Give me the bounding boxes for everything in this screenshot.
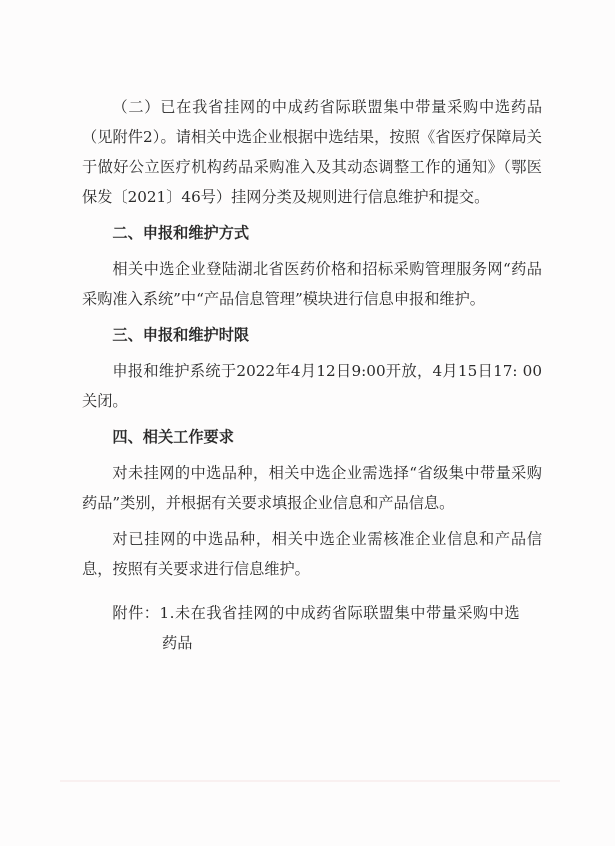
heading-section-3: 三、申报和维护时限 — [112, 326, 250, 344]
attachment-line-1: 附件：1.未在我省挂网的中成药省际联盟集中带量采购中选 — [112, 604, 521, 622]
heading-section-4: 四、相关工作要求 — [112, 428, 234, 446]
paragraph-section-4-item-2: 对已挂网的中选品种，相关中选企业需核准企业信息和产品信息，按照有关要求进行信息维护。 — [82, 530, 542, 578]
paragraph-section-3: 申报和维护系统于2022年4月12日9:00开放，4月15日17: 00关闭。 — [82, 362, 542, 410]
bleed-through-rule — [60, 780, 560, 782]
heading-section-2: 二、申报和维护方式 — [112, 224, 250, 242]
paragraph-section-2: 相关中选企业登陆湖北省医药价格和招标采购管理服务网“药品采购准入系统”中“产品信息管理”模块进行信息申报和维护。 — [82, 260, 542, 308]
document-body — [82, 92, 542, 658]
paragraph-section-1-item-2: （二）已在我省挂网的中成药省际联盟集中带量采购中选药品（见附件2）。请相关中选企业根据中选结果，按照《省医疗保障局关于做好公立医疗机构药品采购准入及其动态调整工作的通知》（鄂医保发〔2021〕46号）挂网分类及规则进行信息维护和提交。 — [82, 98, 542, 206]
attachment-line-2: 药品 — [162, 634, 193, 652]
paragraph-section-4-item-1: 对未挂网的中选品种，相关中选企业需选择“省级集中带量采购药品”类别，并根据有关要求填报企业信息和产品信息。 — [82, 464, 542, 512]
